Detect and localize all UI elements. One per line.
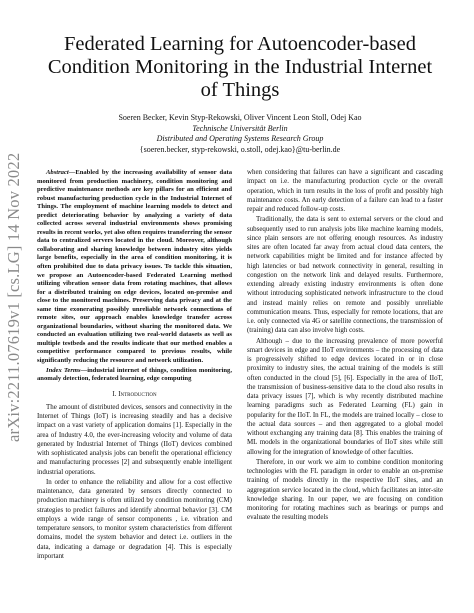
- research-group: Distributed and Operating Systems Research Group: [156, 134, 324, 143]
- abstract-text: —Enabled by the increasing availability of sensor data monitored from production machinery, condition monitoring and predictive maintenance methods are key pillars for an efficient and robust manufacturing production cycle in the Industrial Internet of Things. The employment of machine learning models to detect and predict deteriorating behavior by analyzing a variety of data collected across several industrial environments shows promising results in recent works, yet also often requires transferring the sensor data to centralized servers located in the cloud. Moreover, although collaborating and sharing knowledge between industry sites yields large benefits, especially in the area of condition monitoring, it is often prohibited due to data privacy issues. To tackle this situation, we propose an Autoencoder-based Federated Learning method utilizing vibration sensor data from rotating machines, that allows for a distributed training on edge devices, located on-premise and close to the monitored machines. Preserving data privacy and at the same time exonerating possibly unreliable network connections of remote sites, our approach enables knowledge transfer across organizational boundaries, without sharing the monitored data. We conducted an evaluation utilizing two real-world datasets as well as multiple testbeds and the results indicate that our method enables a competitive performance compared to previous results, while significantly reducing the resource and network utilization.: [37, 169, 232, 365]
- affiliation: Technische Universität Berlin: [192, 123, 288, 133]
- index-terms-label: Index Terms: [46, 366, 81, 374]
- paragraph: Therefore, in our work we aim to combine condition monitoring technologies with the FL paradigm in order to enable an on-premise training of models directly in the respective IIoT sites, and an aggregation service located in the cloud, which facilitates an inter-site knowledge sharing. In our paper, we are focusing on condition monitoring for rotating machines such as bearings or pumps and evaluate the resulting models: [247, 457, 443, 522]
- paragraph: The amount of distributed devices, sensors and connectivity in the Internet of Things (IoT) is increasing steadily and has a decisive impact on a vast variety of application domains [1]. Especially in the area of Industry 4.0, the ever-increasing velocity and volume of data generated by Industrial Internet of Things (IIoT) devices combined with sophisticated analysis jobs can benefit the operational efficiency and manufacturing processes [2] and subsequently enable intelligent industrial operations.: [37, 402, 232, 476]
- author-emails: {soeren.becker, styp-rekowski, o.stoll, odej.kao}@tu-berlin.de: [139, 144, 341, 154]
- arxiv-identifier: [4, 152, 30, 442]
- left-column: [37, 169, 232, 561]
- author-names: Soeren Becker, Kevin Styp-Rekowski, Oliver Vincent Leon Stoll, Odej Kao: [118, 113, 362, 122]
- paragraph: when considering that failures can have a significant and cascading impact on i.e. the manufacturing production cycle or the overall operation, which in turn results in the loss of profit and possibly high maintenance costs. An early detection of a failure can lead to a faster repair and reduced follow-up costs.: [247, 168, 443, 213]
- abstract-label: Abstract: [46, 169, 69, 176]
- paragraph: In order to enhance the reliability and allow for a cost effective maintenance, data generated by sensors directly connected to production machinery is often utilized by condition monitoring (CM) strategies to predict failures and identify abnormal behavior [3]. CM employs a wide range of sensor components , i.e. vibration and temperature sensors, to monitor system characteristics from different domains, model the system behavior and detect i.e. outliers in the data, indicating a damage or degradation [4]. This is especially important: [37, 477, 232, 560]
- section-heading: I. Introduction: [112, 389, 157, 398]
- index-terms: [37, 367, 232, 384]
- arxiv-id-text: arXiv:2211.07619v1 [cs.LG] 14 Nov 2022: [4, 152, 23, 442]
- paper-title: Federated Learning for Autoencoder-based Condition Monitoring in the Industrial Internet of Things: [47, 33, 433, 101]
- abstract: [37, 169, 232, 366]
- right-column: [247, 168, 443, 523]
- author-block: [40, 113, 440, 155]
- paragraph: Although – due to the increasing prevalence of more powerful smart devices in edge and IIoT environments – the processing of data is progressively shifted to edge devices located in or in close proximity to industry sites, the actual training of the models is still often conducted in the cloud [5], [6]. Especially in the area of IIoT, the transmission of business-sensitive data to the cloud also results in data privacy issues [7], which is why recently distributed machine learning paradigms such as Federated Learning (FL) gain in popularity for the IIoT. In FL, the models are trained locally – close to the actual data sources – and then aggregated to a global model without exchanging any training data [8]. This enables the training of ML models in the organizational boundaries of IIoT sites while still allowing for the integration of knowledge of other faculties.: [247, 336, 443, 456]
- index-terms-text: —industrial internet of things, condition monitoring, anomaly detection, federated learning, edge computing: [37, 366, 233, 383]
- paragraph: Traditionally, the data is sent to external servers or the cloud and subsequently used to run analysis jobs like machine learning models, since plain sensors are not offering enough resources. As industry sites are often located far away from actual cloud data centers, the network capabilities might be limited and for instance affected by high latencies or bad network connectivity in general, resulting in congestion on the network link and delayed results. Furthermore, extending already existing industry environments is often done without introducing sophisticated network infrastructure to the cloud and instead mainly relies on remote and possibly unreliable communication means. Thus, especially for remote locations, that are i.e. only connected via 4G or satellite connections, the transmission of (training) data can also involve high costs.: [247, 215, 443, 335]
